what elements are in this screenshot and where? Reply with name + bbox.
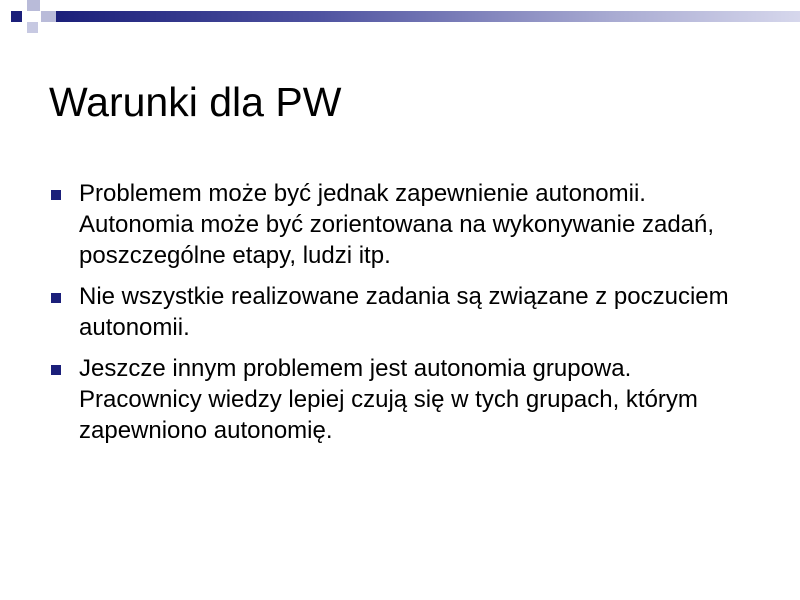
bullet-text: Jeszcze innym problemem jest autonomia grupowa. Pracownicy wiedzy lepiej czują się w tych grupach, którym zapewniono autonomię. xyxy=(79,355,698,444)
slide-title: Warunki dla PW xyxy=(49,79,342,125)
square-bullet-icon xyxy=(51,293,61,303)
bullet-text: Problemem może być jednak zapewnienie autonomii. Autonomia może być zorientowana na wykonywanie zadań, poszczególne etapy, ludzi itp. xyxy=(79,180,715,269)
header-gradient-bar xyxy=(56,11,800,22)
bullet-item xyxy=(48,281,748,343)
decorative-square-light xyxy=(27,22,38,33)
square-bullet-icon xyxy=(51,365,61,375)
bullet-item xyxy=(48,178,748,271)
decorative-square-light xyxy=(27,0,40,11)
bullet-item xyxy=(48,353,748,446)
bullet-text: Nie wszystkie realizowane zadania są związane z poczuciem autonomii. xyxy=(79,283,729,341)
bullet-list xyxy=(48,178,748,456)
decorative-square-light xyxy=(41,11,56,22)
decorative-square-dark xyxy=(11,11,22,22)
square-bullet-icon xyxy=(51,190,61,200)
